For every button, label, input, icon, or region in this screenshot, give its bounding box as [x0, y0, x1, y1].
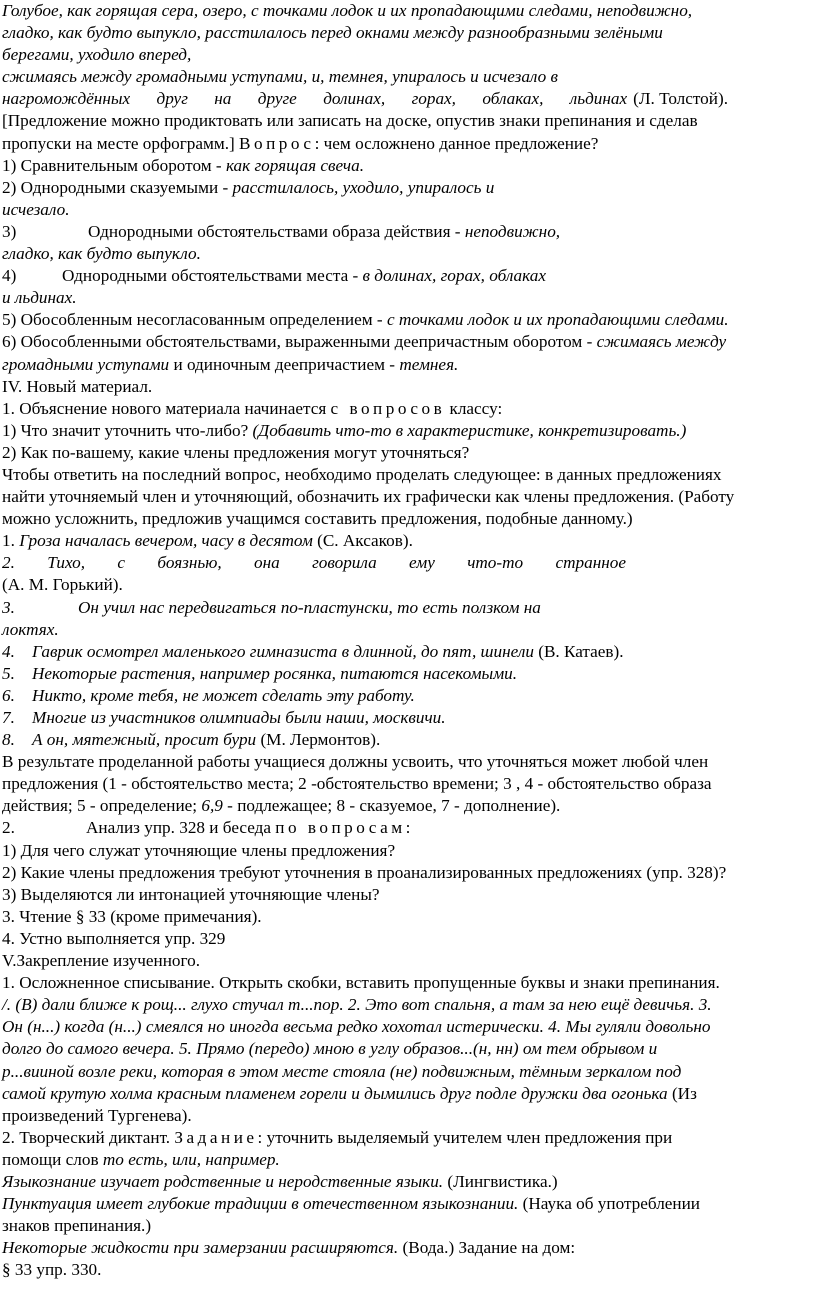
plain-text: (С. Аксаков). — [312, 531, 413, 551]
text-line — [2, 199, 806, 221]
plain-text: V.Закрепление изученного. — [2, 951, 201, 971]
list-number: 2. — [2, 818, 15, 838]
plain-text: действия; 5 - определение; — [2, 796, 202, 816]
list-number: 7. — [2, 708, 15, 727]
text-line — [2, 1215, 806, 1237]
text-line — [2, 994, 806, 1016]
text-line — [2, 66, 806, 88]
text-line — [2, 1193, 806, 1215]
italic-text: громадными уступами — [2, 354, 170, 374]
plain-text: предложения (1 - обстоятельство места; 2 -обстоятельство времени; 3 , 4 - обстоятельство образа — [2, 774, 712, 794]
italic-word: странное — [555, 553, 626, 573]
plain-text: Однородными обстоятельствами образа действия - — [88, 221, 465, 241]
italic-text: сжимаясь между — [596, 332, 727, 352]
plain-text: 2. Творческий диктант. — [2, 1127, 175, 1147]
italic-text: Языкознание изучает родственные и неродственные языки. — [2, 1171, 444, 1191]
italic-word: горах, — [411, 89, 456, 109]
italic-text: гладко, как будто выпукло. — [2, 244, 201, 264]
text-line — [2, 817, 806, 839]
text-line — [2, 420, 806, 442]
text-line — [2, 243, 806, 265]
italic-text: в долинах, горах, облаках — [362, 266, 546, 286]
plain-text: (Наука об употреблении — [518, 1194, 701, 1214]
text-line — [2, 1016, 806, 1038]
italic-word: льдинах — [569, 89, 628, 109]
text-line — [2, 44, 806, 66]
italic-text: темнея. — [399, 354, 459, 374]
text-line — [2, 840, 806, 862]
plain-text: : чем осложнено данное предложение? — [314, 133, 599, 153]
plain-text: (А. М. Горький). — [2, 575, 123, 595]
italic-text: Некоторые жидкости при замерзании расширяются. — [2, 1238, 399, 1258]
text-line — [2, 1038, 806, 1060]
italic-word: нагромождённых — [2, 89, 131, 109]
italic-word: говорила — [312, 553, 377, 573]
list-number: 8. — [2, 730, 15, 750]
italic-word: Тихо, — [47, 553, 86, 573]
text-line — [2, 1259, 806, 1281]
text-line — [2, 508, 806, 530]
italic-text: как горящая свеча. — [225, 155, 364, 175]
italic-word: на — [214, 89, 232, 109]
italic-text: берегами, уходило вперед, — [2, 45, 192, 65]
list-number: 4) — [2, 266, 17, 286]
plain-text: можно усложнить, предложив учащимся составить предложения, подобные данному.) — [2, 509, 633, 529]
text-line — [2, 1171, 806, 1193]
plain-text: 4. Устно выполняется упр. 329 — [2, 928, 226, 948]
italic-text: локтях. — [2, 619, 59, 639]
italic-word: облаках, — [482, 89, 544, 109]
text-line — [2, 1149, 806, 1171]
text-line — [2, 221, 806, 243]
plain-text: 5) Обособленным несогласованным определением - — [2, 310, 387, 330]
plain-text: пропуски на месте орфограмм.] — [2, 133, 240, 153]
text-line — [2, 928, 806, 950]
text-line — [2, 376, 806, 398]
text-line — [2, 486, 806, 508]
plain-text: 2) Однородными сказуемыми - — [2, 177, 233, 197]
italic-word: 2. — [2, 553, 15, 573]
italic-text: то есть, или, например. — [102, 1149, 280, 1169]
spaced-keyword: Задание — [174, 1127, 258, 1147]
italic-text: Никто, кроме тебя, не может сделать эту работу. — [32, 685, 415, 705]
italic-text: Многие из участников олимпиады были наши, москвичи. — [32, 708, 446, 727]
italic-word: ему — [409, 553, 435, 573]
plain-text: (Лингвистика.) — [443, 1171, 558, 1191]
text-line — [2, 884, 806, 906]
text-line — [2, 530, 806, 552]
plain-text: 3. Чтение § 33 (кроме примечания). — [2, 906, 262, 926]
text-line — [2, 574, 806, 596]
plain-text: классу: — [445, 398, 503, 418]
text-line — [2, 773, 806, 795]
text-line — [2, 133, 806, 155]
list-number: 4. — [2, 641, 15, 661]
italic-word: что-то — [467, 553, 524, 573]
list-number: 3) — [2, 221, 17, 241]
text-line — [2, 597, 806, 619]
plain-text: В результате проделанной работы учащиеся должны усвоить, что уточняться может любой член — [2, 752, 709, 772]
plain-text: 2) Как по-вашему, какие члены предложения могут уточняться? — [2, 442, 470, 462]
plain-text: 3) Выделяются ли интонацией уточняющие члены? — [2, 884, 380, 904]
text-line — [2, 685, 806, 707]
italic-text: 6,9 — [201, 796, 223, 816]
list-number: 5. — [2, 663, 15, 683]
italic-text: (Добавить что-то в характеристике, конкретизировать.) — [252, 420, 687, 440]
text-line — [2, 552, 626, 574]
text-line — [2, 398, 806, 420]
italic-text: долго до самого вечера. 5. Прямо (передо) мною в углу образов...(н, нн) ом тем обрывом и — [2, 1039, 658, 1059]
text-line — [2, 88, 728, 110]
plain-text: : — [405, 818, 411, 838]
text-line — [2, 464, 806, 486]
spaced-keyword: с вопросов — [330, 398, 446, 418]
plain-text: : уточнить выделяемый учителем член предложения при — [257, 1127, 673, 1147]
italic-text: исчезало. — [2, 199, 70, 219]
text-line — [2, 641, 806, 663]
text-line — [2, 1061, 806, 1083]
text-line — [2, 1127, 806, 1149]
plain-text: (Вода.) Задание на дом: — [398, 1238, 576, 1258]
italic-text: и льдинах. — [2, 288, 77, 308]
plain-text: 6) Обособленными обстоятельствами, выраженными деепричастным оборотом - — [2, 332, 597, 352]
text-line — [2, 177, 806, 199]
plain-text: Однородными обстоятельствами места - — [62, 266, 363, 286]
plain-text: (В. Катаев). — [533, 641, 624, 661]
plain-text: (М. Лермонтов). — [256, 730, 381, 750]
text-line — [2, 155, 806, 177]
spaced-keyword: Вопрос — [239, 133, 315, 153]
italic-text: Он (н...) когда (н...) смеялся но иногда весьма редко хохотал истерически. 4. Мы гуляли довольно — [2, 1017, 711, 1037]
plain-text: 1. Осложненное списывание. Открыть скобки, вставить пропущенные буквы и знаки препинания. — [2, 973, 720, 993]
plain-text: 1) Сравнительным оборотом - — [2, 155, 226, 175]
italic-text: сжимаясь между громадными уступами, и, темнея, упиралось и исчезало в — [2, 67, 558, 87]
plain-text: (Из — [667, 1083, 697, 1103]
plain-text: и одиночным деепричастием - — [169, 354, 400, 374]
text-line — [2, 1237, 806, 1259]
text-line — [2, 906, 806, 928]
plain-text: 1. — [2, 531, 20, 551]
plain-text: § 33 упр. 330. — [2, 1260, 102, 1280]
text-line — [2, 1083, 806, 1105]
text-line — [2, 795, 806, 817]
list-number: 3. — [2, 597, 15, 617]
italic-text: неподвижно, — [464, 221, 561, 241]
italic-text: Некоторые растения, например росянка, питаются насекомыми. — [32, 663, 518, 683]
italic-text: Гаврик осмотрел маленького гимназиста в длинной, до пят, шинели — [32, 641, 534, 661]
text-line — [2, 442, 806, 464]
text-line — [2, 265, 806, 287]
plain-text: 2) Какие члены предложения требуют уточнения в проанализированных предложениях (упр. 328)? — [2, 862, 727, 882]
text-line — [2, 862, 806, 884]
italic-word: она — [254, 553, 280, 573]
italic-text: Пунктуация имеет глубокие традиции в отечественном языкознании. — [2, 1194, 519, 1214]
plain-text: (Л. Толстой). — [633, 89, 728, 109]
plain-text: 1. Объяснение нового материала начинается — [2, 398, 331, 418]
italic-word: друге — [257, 89, 297, 109]
italic-text: гладко, как будто выпукло, расстилалось перед окнами между разнообразными зелёными — [2, 23, 663, 43]
text-line — [2, 729, 806, 751]
text-line — [2, 1105, 806, 1127]
italic-text: с точками лодок и их пропадающими следами. — [386, 310, 729, 330]
list-number: 6. — [2, 685, 15, 705]
plain-text: Анализ упр. 328 и беседа — [86, 818, 276, 838]
text-line — [2, 0, 806, 22]
italic-word: долинах, — [323, 89, 386, 109]
plain-text: произведений Тургенева). — [2, 1105, 192, 1125]
text-line — [2, 663, 806, 685]
italic-text: Гроза началась вечером, часу в десятом — [19, 531, 313, 551]
plain-text: IV. Новый материал. — [2, 376, 153, 396]
plain-text: помощи слов — [2, 1149, 103, 1169]
text-line — [2, 22, 806, 44]
text-line — [2, 110, 806, 132]
plain-text: Чтобы ответить на последний вопрос, необходимо проделать следующее: в данных предложениях — [2, 464, 722, 484]
plain-text: [Предложение можно продиктовать или записать на доске, опустив знаки препинания и сделав — [2, 111, 698, 131]
italic-text: А он, мятежный, просит бури — [32, 730, 257, 750]
plain-text: - подлежащее; 8 - сказуемое, 7 - дополнение). — [222, 796, 561, 816]
italic-word: боязнью, — [157, 553, 222, 573]
italic-text: Он учил нас передвигаться по-пластунски, то есть ползком на — [78, 597, 541, 617]
text-line — [2, 972, 806, 994]
italic-text: р...вииной возле реки, которая в этом месте стояла (не) подвижным, тёмным зеркалом под — [2, 1061, 682, 1081]
italic-text: Голубое, как горящая сера, озеро, с точками лодок и их пропадающими следами, неподвижно, — [2, 1, 693, 20]
text-line — [2, 331, 806, 353]
text-line — [2, 287, 806, 309]
text-line — [2, 950, 806, 972]
italic-text: расстилалось, уходило, упиралось и — [232, 177, 495, 197]
text-line — [2, 354, 806, 376]
plain-text: найти уточняемый член и уточняющий, обозначить их графически как члены предложения. (Работу — [2, 487, 735, 507]
text-line — [2, 309, 806, 331]
plain-text: знаков препинания.) — [2, 1216, 152, 1236]
plain-text: 1) Что значит уточнить что-либо? — [2, 420, 253, 440]
italic-word: друг — [156, 89, 188, 109]
italic-word: с — [117, 553, 126, 573]
text-line — [2, 751, 806, 773]
text-line — [2, 619, 806, 641]
spaced-keyword: по вопросам — [275, 818, 406, 838]
italic-text: /. (В) дали ближе к рощ... глухо стучал т...пор. 2. Это вот спальня, а там за нею ещё девичья. 3. — [2, 995, 712, 1015]
text-line — [2, 707, 806, 729]
italic-text: самой крутую холма красным пламенем горели и дымились друг подле дружки два огонька — [2, 1083, 668, 1103]
plain-text: 1) Для чего служат уточняющие члены предложения? — [2, 840, 396, 860]
